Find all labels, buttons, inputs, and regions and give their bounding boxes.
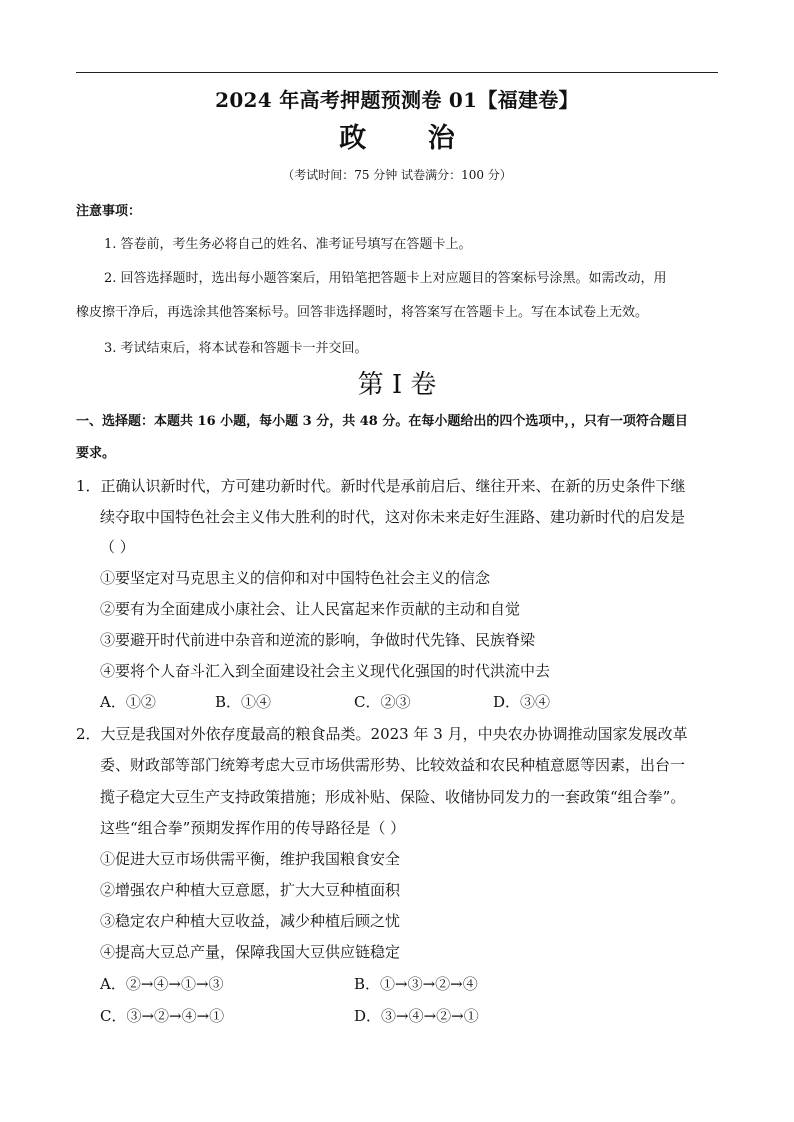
q2-stem-line3: 揽子稳定大豆生产支持政策措施；形成补贴、保险、收储协同发力的一套政策“组合拳”。 — [100, 788, 686, 806]
notice-heading: 注意事项： — [76, 204, 142, 219]
q1-stem-line2: 续夺取中国特色社会主义伟大胜利的时代，这对你未来走好生涯路、建功新时代的启发是 — [100, 508, 686, 526]
exam-info: （考试时间：75 分钟 试卷满分：100 分） — [282, 168, 512, 182]
section-heading-line1: 一、选择题：本题共 16 小题，每小题 3 分，共 48 分。在每小题给出的四个选项中，，只有一项符合题目 — [76, 414, 688, 429]
volume-heading: 第 I 卷 — [357, 370, 437, 400]
q2-statement-1: ①促进大豆市场供需平衡，维护我国粮食安全 — [100, 850, 401, 868]
q2-stem-line4: 这些“组合拳”预期发挥作用的传导路径是（ ） — [100, 819, 406, 837]
notice-item-3: 3. 考试结束后，将本试卷和答题卡一并交回。 — [104, 341, 368, 356]
q1-statement-2: ②要有为全面建成小康社会、让人民富起来作贡献的主动和自觉 — [100, 600, 521, 618]
q1-option-b: B．①④ — [215, 693, 272, 711]
q1-option-d: D．③④ — [493, 693, 551, 711]
q2-statement-4: ④提高大豆总产量，保障我国大豆供应链稳定 — [100, 943, 401, 961]
q2-stem-line1: 2．大豆是我国对外依存度最高的粮食品类。2023 年 3 月，中央农办协调推动国家发展改革 — [76, 725, 688, 743]
header-rule — [76, 72, 718, 73]
q2-statement-2: ②增强农户种植大豆意愿，扩大大豆种植面积 — [100, 881, 401, 899]
q1-stem-line3: （ ） — [100, 538, 135, 556]
exam-title: 2024 年高考押题预测卷 01【福建卷】 — [215, 88, 579, 112]
q1-stem-line1: 1．正确认识新时代，方可建功新时代。新时代是承前启后、继往开来、在新的历史条件下继 — [76, 477, 686, 495]
q2-option-c: C．③→②→④→① — [100, 1007, 225, 1025]
q1-option-c: C．②③ — [354, 693, 411, 711]
notice-item-2-line2: 橡皮擦干净后，再选涂其他答案标号。回答非选择题时，将答案写在答题卡上。写在本试卷上无效。 — [76, 305, 649, 320]
q2-statement-3: ③稳定农户种植大豆收益，减少种植后顾之忧 — [100, 912, 401, 930]
q2-stem-line2: 委、财政部等部门统筹考虑大豆市场供需形势、比较效益和农民种植意愿等因素，出台一 — [100, 756, 686, 774]
q2-option-b: B．①→③→②→④ — [354, 975, 478, 993]
subject-title: 政 治 — [339, 123, 481, 154]
q2-option-d: D．③→④→②→① — [354, 1007, 479, 1025]
notice-item-2-line1: 2. 回答选择题时，选出每小题答案后，用铅笔把答题卡上对应题目的答案标号涂黑。如需改动，用 — [104, 271, 667, 286]
notice-item-1: 1. 答卷前，考生务必将自己的姓名、准考证号填写在答题卡上。 — [104, 237, 472, 252]
q1-statement-1: ①要坚定对马克思主义的信仰和对中国特色社会主义的信念 — [100, 569, 491, 587]
q1-option-a: A．①② — [100, 693, 156, 711]
q2-option-a: A．②→④→①→③ — [100, 975, 224, 993]
q1-statement-3: ③要避开时代前进中杂音和逆流的影响，争做时代先锋、民族脊梁 — [100, 631, 536, 649]
q1-statement-4: ④要将个人奋斗汇入到全面建设社会主义现代化强国的时代洪流中去 — [100, 662, 551, 680]
section-heading-line2: 要求。 — [76, 446, 116, 461]
